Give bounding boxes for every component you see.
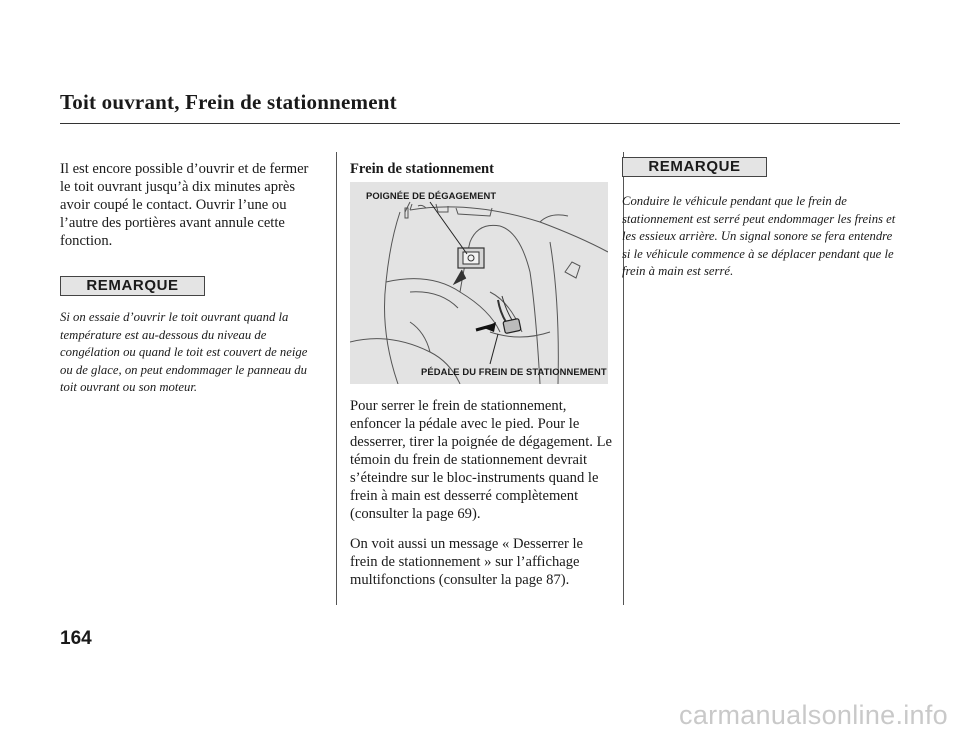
sunroof-paragraph: Il est encore possible d’ouvrir et de fermer le toit ouvrant jusqu’à dix minutes après avoir coupé le contact. Ouvrir l’une ou l’autre des portières avant annule cette fonction. <box>60 161 309 249</box>
header-divider <box>60 123 900 124</box>
parking-brake-pedal-label: PÉDALE DU FREIN DE STATIONNEMENT <box>421 366 607 377</box>
right-column <box>622 160 900 281</box>
release-handle-drawing <box>454 248 484 284</box>
parking-brake-remark-text: Conduire le véhicule pendant que le frein de stationnement est serré peut endommager les freins et les essieux arrière. Un signal sonore se fera entendre si le véhicule commence à se déplacer pendant que le frein à main est serré. <box>622 194 896 278</box>
parking-brake-instructions: Pour serrer le frein de stationnement, enfoncer la pédale avec le pied. Pour le desserrer, tirer la poignée de dégagement. Le témoin du frein de stationnement devrait s’éteindre sur le bloc-instruments quand le frein à main est desserré complètement (consulter la page 69). <box>350 398 612 522</box>
parking-brake-title: Frein de stationnement <box>350 161 495 177</box>
page-title: Toit ouvrant, Frein de stationnement <box>60 90 397 114</box>
middle-column <box>350 160 612 589</box>
watermark: carmanualsonline.info <box>679 700 948 730</box>
release-handle-label: POIGNÉE DE DÉGAGEMENT <box>366 190 497 201</box>
remark-label-parking-brake: REMARQUE <box>622 157 767 177</box>
page-number: 164 <box>60 628 92 649</box>
dashboard-drawing <box>350 182 608 384</box>
remark-label-sunroof: REMARQUE <box>60 276 205 296</box>
left-column <box>60 160 322 397</box>
parking-brake-illustration <box>350 182 608 384</box>
parking-brake-message-note: On voit aussi un message « Desserrer le frein de stationnement » sur l’affichage multifonctions (consulter la page 87). <box>350 536 584 588</box>
sunroof-remark-text: Si on essaie d’ouvrir le toit ouvrant quand la température est au-dessous du niveau de congélation ou quand le toit est couvert de neige ou de glace, on peut endommager le panneau du toit ouvrant ou son moteur. <box>60 310 308 394</box>
column-divider-left <box>336 152 337 605</box>
pedal-drawing <box>476 296 521 334</box>
